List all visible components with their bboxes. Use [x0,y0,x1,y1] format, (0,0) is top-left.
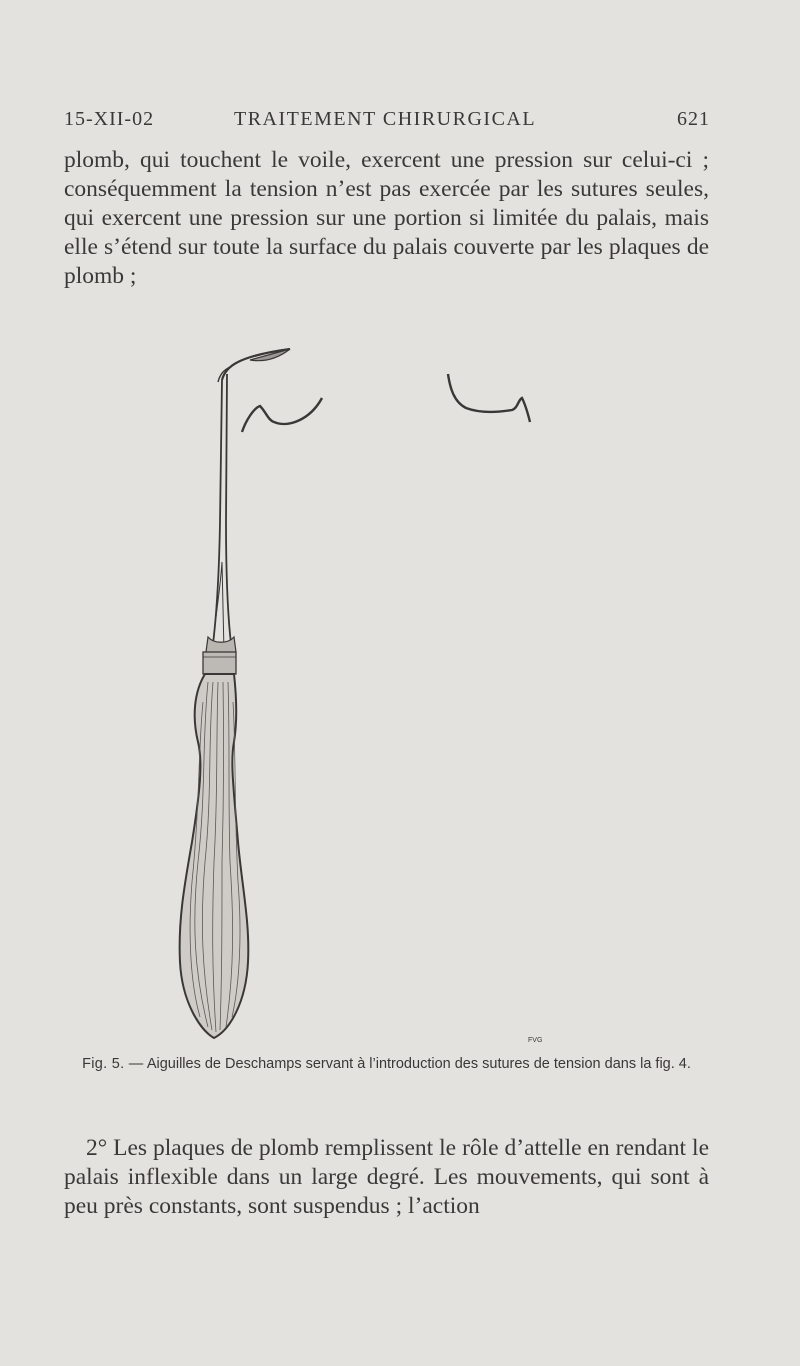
page-number: 621 [677,108,710,130]
right-needle-profile-sketch [448,374,530,422]
figure-deschamps-needles [150,322,670,1052]
left-needle [180,349,322,1038]
caption-text: Aiguilles de Deschamps servant à l’introduction des sutures de tension dans la fig. 4. [146,1056,691,1072]
right-needle [448,343,670,1032]
engraver-signature: FVG [528,1037,543,1044]
header-date: 15-XII-02 [64,108,155,130]
running-head [64,108,710,138]
paragraph-2: 2° Les plaques de plomb remplissent le rôle d’attelle en rendant le palais inflexible dans un large degré. Les mouvements, qui sont à peu près constants, sont suspendus ; l’action [64,1135,709,1219]
header-title: TRAITEMENT CHIRURGICAL [234,108,537,130]
needles-illustration [150,322,670,1052]
paragraph-1: plomb, qui touchent le voile, exercent une pression sur celui-ci ; conséquemment la tension n’est pas exercée par les sutures seules, qui exercent une pression sur une portion si limitée du palais, mais elle s’étend sur toute la surface du palais couverte par les plaques de plomb ; [64,147,709,289]
figure-caption [64,1054,709,1074]
caption-label: Fig. 5. — [82,1056,144,1072]
left-needle-profile-sketch [242,398,322,432]
